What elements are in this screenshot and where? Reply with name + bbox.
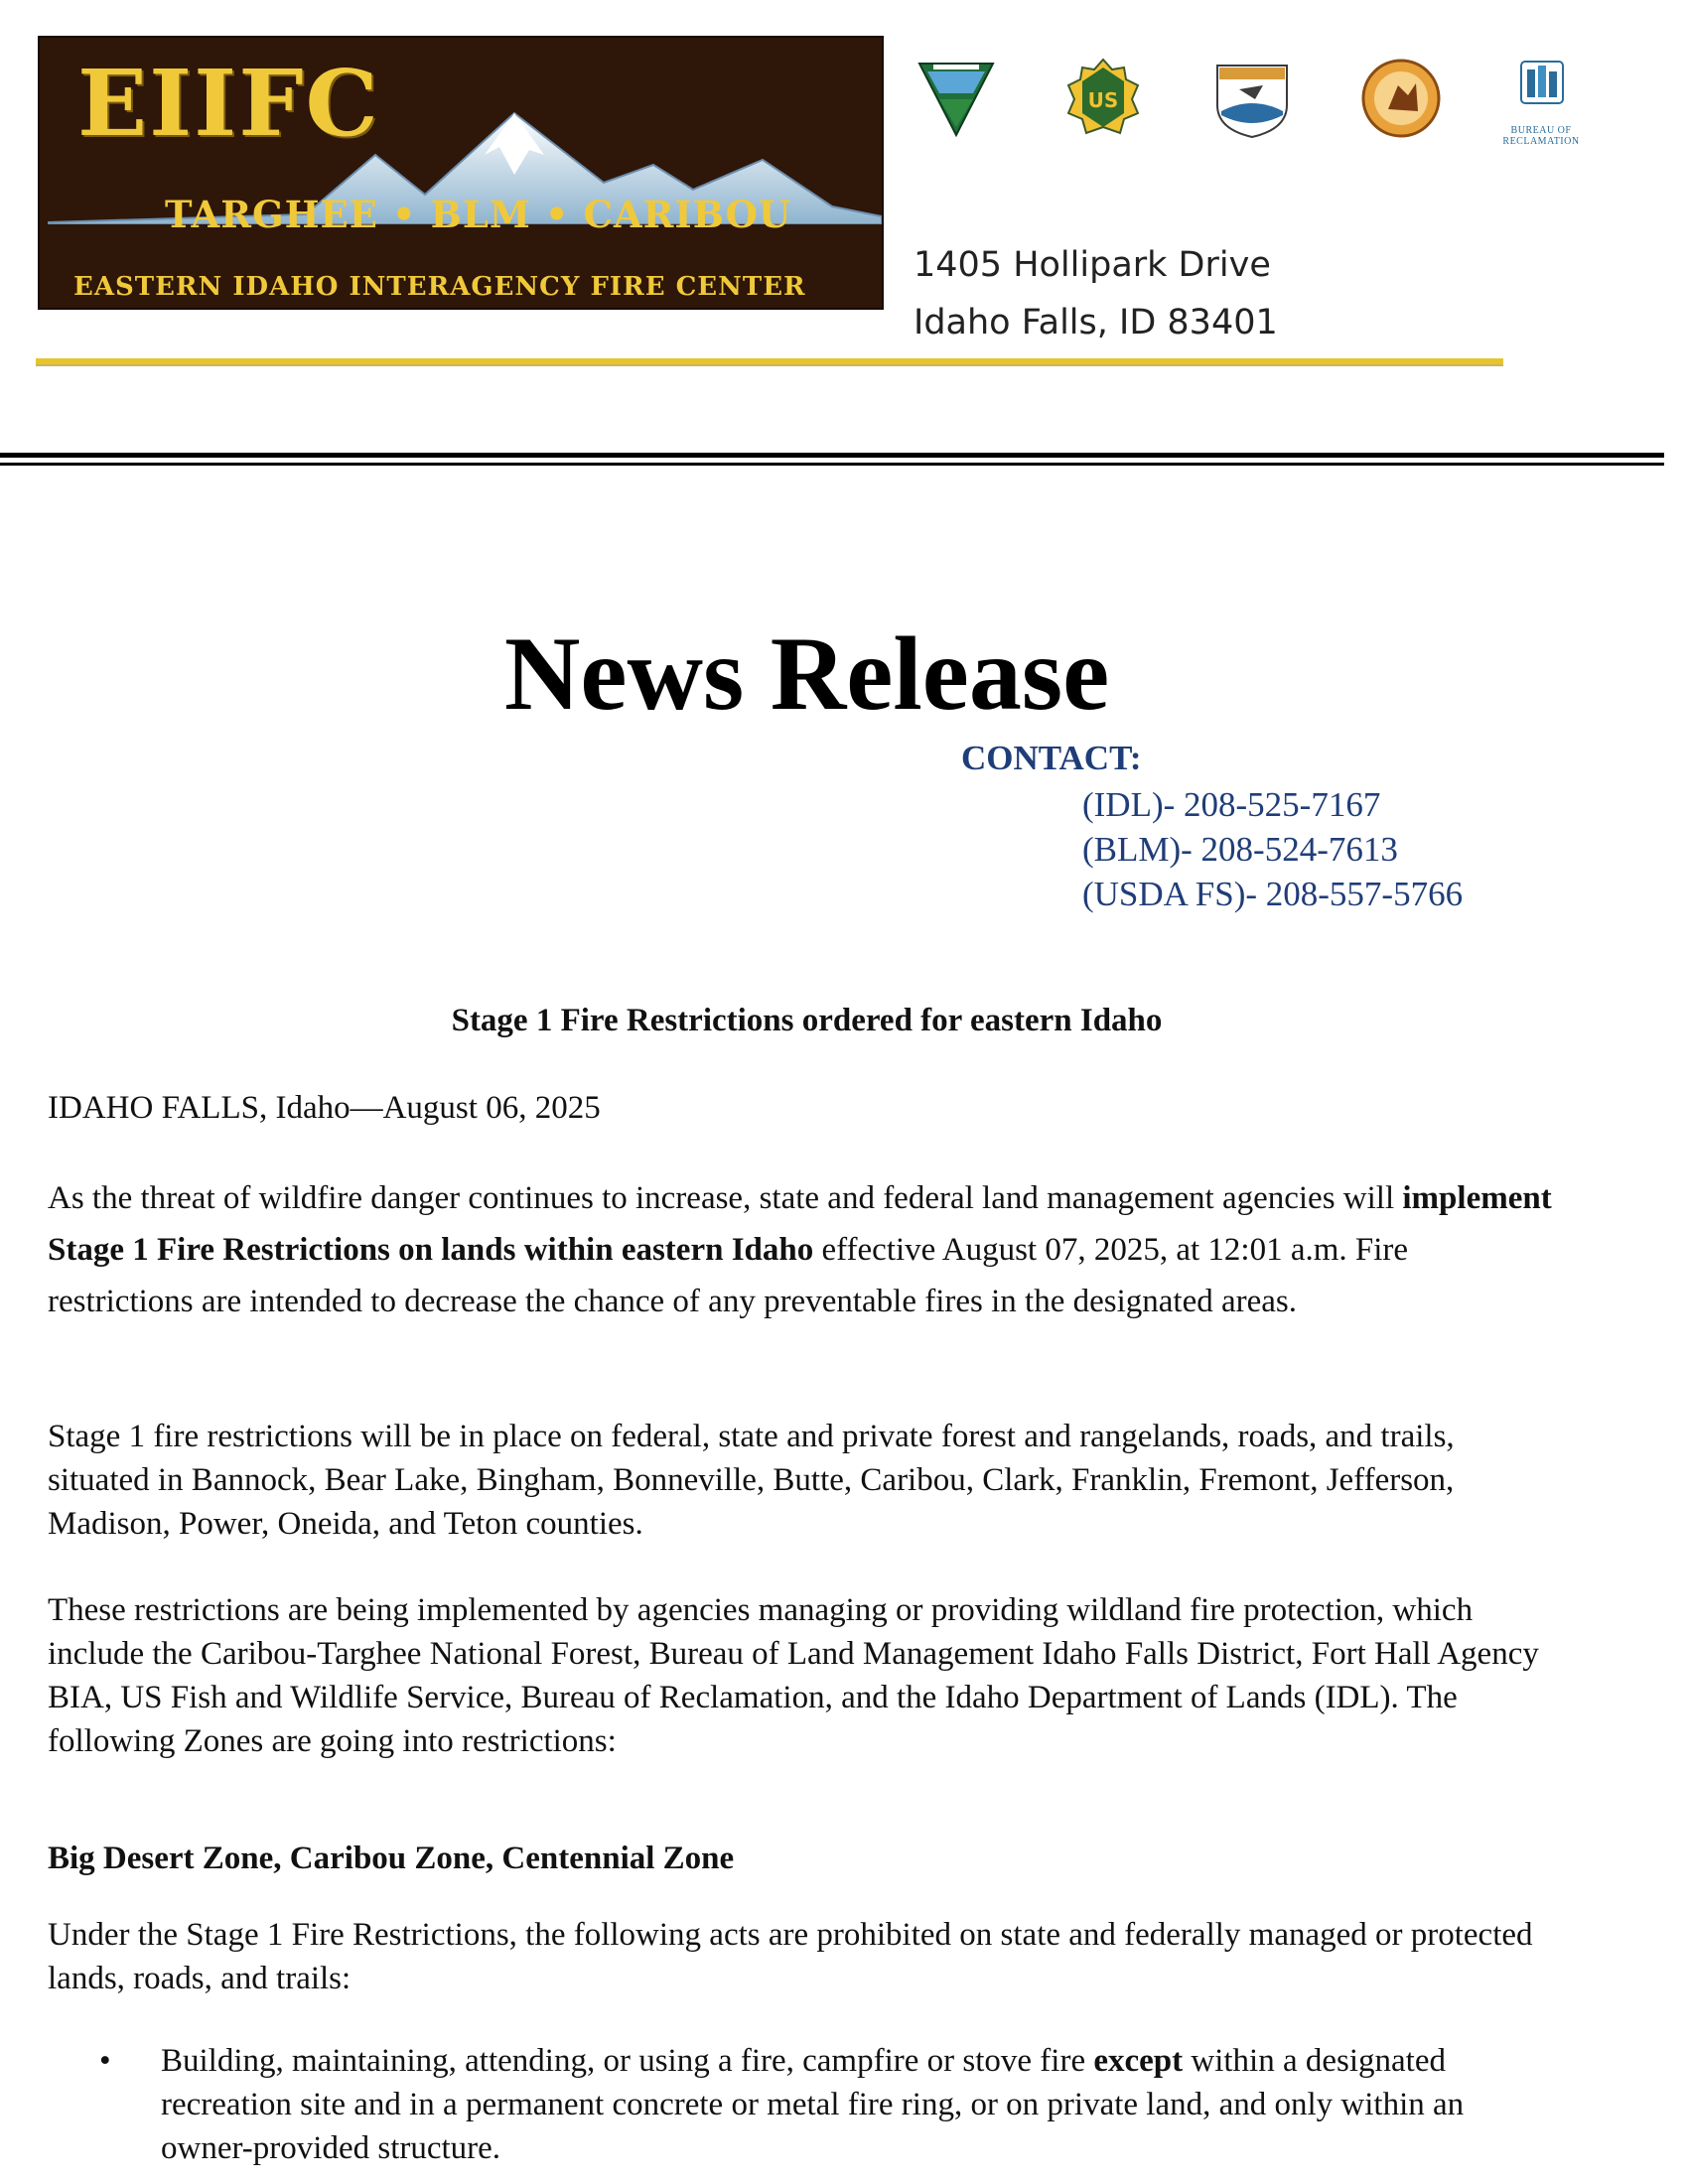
address-street: 1405 Hollipark Drive — [914, 245, 1271, 285]
contact-idl: (IDL)- 208-525-7167 — [1082, 785, 1381, 824]
separator-dot: • — [391, 193, 417, 236]
reclamation-label — [1491, 125, 1591, 147]
address-city: Idaho Falls, ID 83401 — [914, 303, 1278, 342]
eiifc-logo-text: EIIFC — [77, 50, 380, 157]
blm-logo-icon — [914, 56, 999, 141]
header-divider-thin — [0, 463, 1664, 466]
paragraph-intro — [48, 1172, 1557, 1327]
unit-blm: BLM — [430, 193, 531, 236]
dateline: IDAHO FALLS, Idaho—August 06, 2025 — [48, 1090, 601, 1126]
release-headline: Stage 1 Fire Restrictions ordered for eastern Idaho — [451, 1003, 1163, 1038]
bullet-text-b: within a designated recreation site and in a permanent concrete or metal fire ring, or on private land, and only within an owner-provided structure. — [161, 2043, 1465, 2166]
office-address — [914, 236, 1278, 351]
paragraph-agencies: These restrictions are being implemented by agencies managing or providing wildland fire protection, which include the Caribou-Targhee National Forest, Bureau of Land Management Idaho Falls District, Fort Hall Agency BIA, US Fish and Wildlife Service, Bureau of Reclamation, and the Idaho Department of Lands (IDL). The following Zones are going into restrictions: — [48, 1592, 1539, 1759]
zone-heading: Big Desert Zone, Caribou Zone, Centennial Zone — [48, 1841, 735, 1876]
reclamation-label-line1: BUREAU OF — [1510, 125, 1572, 136]
paragraph-counties: Stage 1 fire restrictions will be in place on federal, state and private forest and rangelands, roads, and trails, situated in Bannock, Bear Lake, Bingham, Bonneville, Butte, Caribou, Clark, Franklin, Fremont, Jefferson, Madison, Power, Oneida, and Teton counties. — [48, 1419, 1455, 1542]
intro-text-b: effective August 07, 2025, at 12:01 a.m. Fire restrictions are intended to decrease the chance of any preventable fires in the designated areas. — [48, 1232, 1409, 1319]
svg-text:US: US — [1087, 88, 1119, 112]
bullet-text-bold: except — [1093, 2043, 1184, 2079]
fish-wildlife-logo-icon — [1209, 56, 1295, 141]
contact-usda-fs: (USDA FS)- 208-557-5766 — [1082, 875, 1464, 913]
agency-logos — [914, 56, 1580, 147]
intro-text-bold: implement Stage 1 Fire Restrictions on lands within eastern Idaho — [48, 1180, 1552, 1268]
intro-text-a: As the threat of wildfire danger continues to increase, state and federal land management agencies will — [48, 1180, 1403, 1216]
contact-list — [1082, 782, 1463, 916]
bullet-text-a: Building, maintaining, attending, or using a fire, campfire or stove fire — [161, 2043, 1094, 2079]
fire-center-name: EASTERN IDAHO INTERAGENCY FIRE CENTER — [73, 272, 806, 302]
contact-label: CONTACT: — [961, 739, 1142, 777]
bullet-icon: • — [99, 2043, 111, 2079]
header-gold-rule — [36, 358, 1503, 366]
forest-service-logo-icon — [1060, 56, 1146, 141]
eiifc-banner — [38, 36, 884, 310]
header-divider-thick — [0, 453, 1664, 458]
paragraph-prohibited-acts: Under the Stage 1 Fire Restrictions, the following acts are prohibited on state and federally managed or protected lands, roads, and trails: — [48, 1917, 1533, 1996]
reclamation-logo-icon — [1507, 56, 1577, 125]
bullet-text — [161, 2039, 1559, 2170]
page-title: News Release — [503, 615, 1110, 732]
contact-blm: (BLM)- 208-524-7613 — [1082, 830, 1398, 869]
separator-dot: • — [544, 193, 570, 236]
idaho-lands-logo-icon — [1358, 56, 1444, 141]
unit-caribou: CARIBOU — [583, 193, 792, 236]
reclamation-label-line2: RECLAMATION — [1502, 136, 1580, 147]
unit-targhee: TARGHEE — [165, 193, 378, 236]
unit-names — [38, 193, 884, 236]
